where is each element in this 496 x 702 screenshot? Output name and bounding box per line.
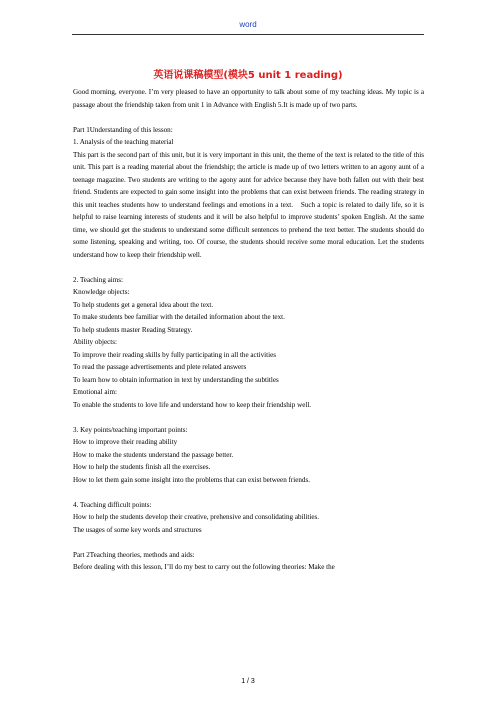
section1-heading: 1. Analysis of the teaching material <box>73 138 174 146</box>
part2-paragraph: Before dealing with this lesson, I’ll do my best to carry out the following theories: Make the <box>73 563 335 571</box>
section2-heading: 2. Teaching aims: <box>73 275 124 284</box>
intro-paragraph: Good morning, everyone. I’m very pleased to have an opportunity to talk about some of my teaching ideas. My topic is a passage about the friendship taken from unit 1 in Advance with English 5.It is made up of two parts. <box>73 88 424 109</box>
spacer <box>73 411 424 424</box>
header-divider <box>72 34 424 35</box>
section1-paragraph: This part is the second part of this unit, but it is very important in this unit, the theme of the text is related to the title of this unit. This part is a reading material about the friendship; the article is made up of two letters written to an agony aunt of a teenage magazine. Two students are writing to the agony aunt for advice because they have both fallen out with their best friend. Students are expected to gain some insight into the problems that can exist between friends. The reading strategy in this unit teaches students how to understand feelings and emotions in a text. Such a topic is related to daily life, so it is helpful to raise learning interests of students and it will be also helpful to improve students’ spoken English. At the same time, we should get the students to understand some difficult sentences to prehend the text better. The students should do some listening, speaking and writing, too. Of course, the students should receive some moral education. Let the students understand how to keep their friendship well. <box>73 150 424 259</box>
document-body <box>73 86 424 574</box>
knowledge-object-item: To help students master Reading Strategy. <box>73 325 193 334</box>
spacer <box>73 486 424 499</box>
ability-object-item: To learn how to obtain information in text by understanding the subtitles <box>73 375 279 384</box>
key-point-item: How to let them gain some insight into the problems that can exist between friends. <box>73 475 310 484</box>
key-point-item: How to make the students understand the passage better. <box>73 450 234 459</box>
section4-heading: 4. Teaching difficult points: <box>73 500 152 509</box>
document-title: 英语说课稿模型(模块5 unit 1 reading) <box>153 70 343 81</box>
ability-object-item: To improve their reading skills by fully participating in all the activities <box>73 350 277 359</box>
knowledge-object-item: To make students bee familiar with the detailed information about the text. <box>73 313 285 321</box>
ability-object-item: To read the passage advertisements and plete related answers <box>73 363 247 371</box>
knowledge-object-item: To help students get a general idea about the text. <box>73 300 214 309</box>
spacer <box>73 261 424 274</box>
part2-heading: Part 2Teaching theories, methods and aids: <box>73 550 195 559</box>
knowledge-objects-heading: Knowledge objects: <box>73 288 130 296</box>
page-number: 1 / 3 <box>241 678 255 685</box>
ability-objects-heading: Ability objects: <box>73 338 117 346</box>
section3-heading: 3. Key points/teaching important points: <box>73 425 188 434</box>
difficult-point-item: How to help the students develop their creative, prehensive and consolidating abilities. <box>73 513 320 521</box>
key-point-item: How to improve their reading ability <box>73 438 178 446</box>
emotional-aim-heading: Emotional aim: <box>73 388 117 396</box>
spacer <box>73 111 424 124</box>
header-word-label: word <box>239 20 257 29</box>
key-point-item: How to help the students finish all the exercises. <box>73 463 211 471</box>
emotional-aim-text: To enable the students to love life and understand how to keep their friendship well. <box>73 400 312 409</box>
part1-heading: Part 1Understanding of this lesson: <box>73 125 173 134</box>
spacer <box>73 536 424 549</box>
difficult-point-item: The usages of some key words and structures <box>73 525 202 534</box>
